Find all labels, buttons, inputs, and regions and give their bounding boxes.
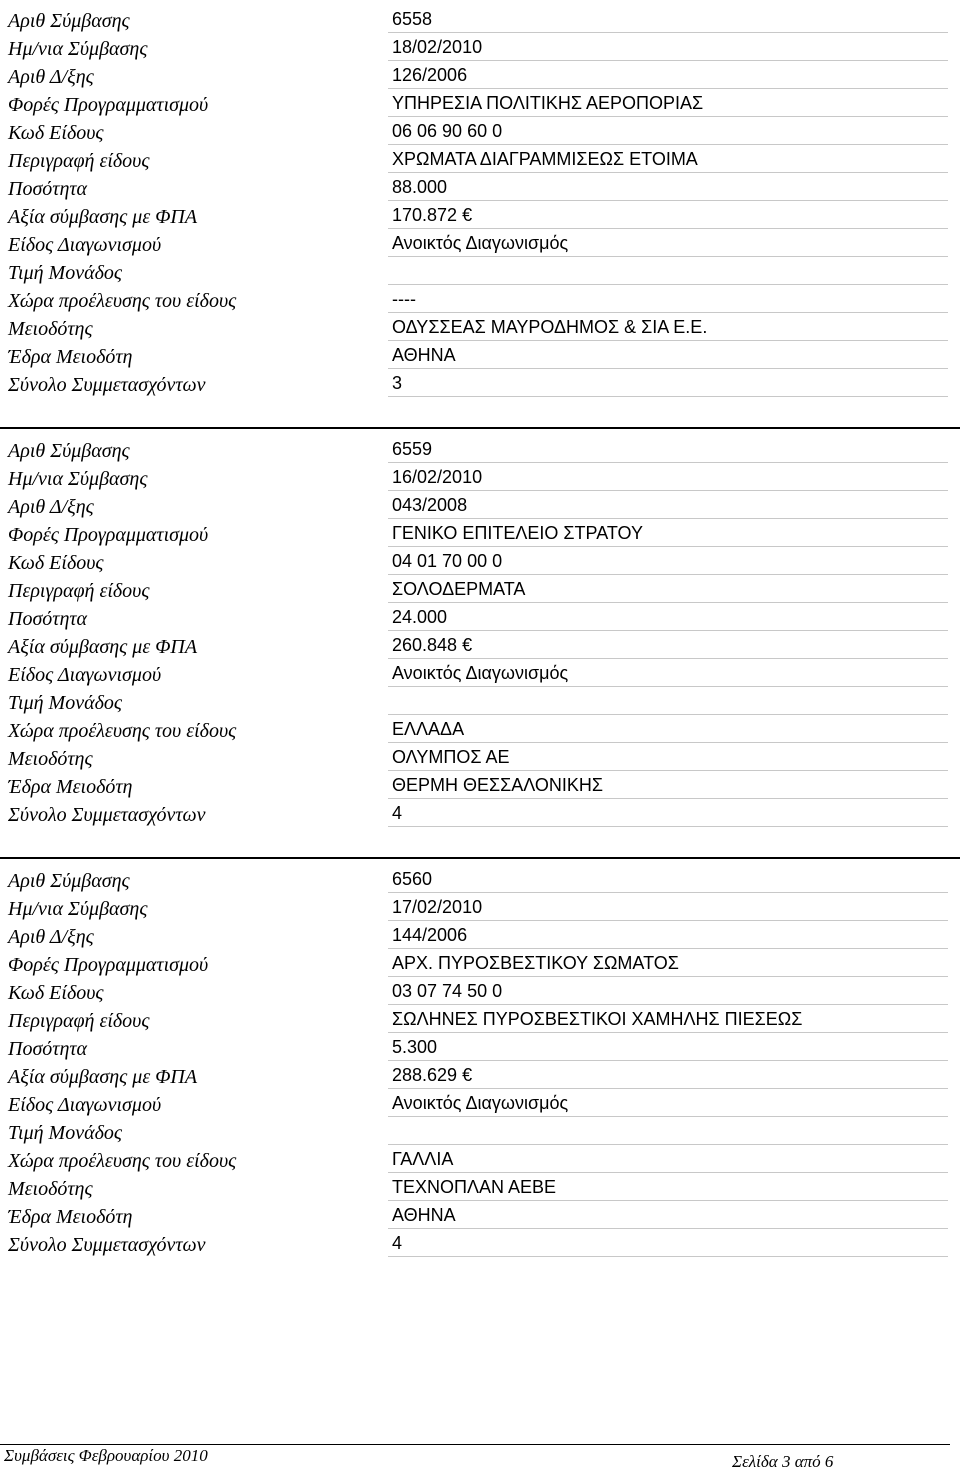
field-row-origin-country: [0, 287, 960, 315]
origin-country-label: Χώρα προέλευσης του είδους: [8, 1150, 237, 1172]
quantity-label: Ποσότητα: [8, 608, 88, 630]
item-description-label: Περιγραφή είδους: [8, 1010, 150, 1032]
field-row-quantity: [0, 1035, 960, 1063]
supplier-label: Μειοδότης: [8, 748, 93, 770]
supplier-seat-value: ΑΘΗΝΑ: [392, 345, 456, 365]
origin-country-label: Χώρα προέλευσης του είδους: [8, 290, 237, 312]
field-row-origin-country: [0, 717, 960, 745]
field-row-supplier: [0, 315, 960, 343]
field-row-supplier: [0, 745, 960, 773]
programming-body-label: Φορές Προγραμματισμού: [8, 954, 209, 976]
item-description-label: Περιγραφή είδους: [8, 150, 150, 172]
tender-type-label: Είδος Διαγωνισμού: [8, 1094, 162, 1116]
field-row-item-code: [0, 979, 960, 1007]
participants-total-value: 3: [392, 373, 403, 393]
value-with-vat-value: 260.848 €: [392, 635, 473, 655]
contract-date-value: 17/02/2010: [392, 897, 483, 917]
field-underline: [388, 1256, 948, 1257]
footer-title: Συμβάσεις Φεβρουαρίου 2010: [4, 1446, 208, 1465]
footer-divider: [0, 1444, 950, 1445]
field-row-participants-total: [0, 801, 960, 829]
field-row-supplier-seat: [0, 1203, 960, 1231]
supplier-seat-label: Έδρα Μειοδότη: [8, 346, 133, 368]
field-row-tender-type: [0, 1091, 960, 1119]
contract-number-value: 6558: [392, 9, 433, 29]
field-row-contract-date: [0, 465, 960, 493]
field-row-value-with-vat: [0, 203, 960, 231]
supplier-label: Μειοδότης: [8, 318, 93, 340]
contract-number-label: Αριθ Σύμβασης: [8, 10, 130, 32]
supplier-value: ΟΛΥΜΠΟΣ ΑΕ: [392, 747, 510, 767]
supplier-label: Μειοδότης: [8, 1178, 93, 1200]
field-row-origin-country: [0, 1147, 960, 1175]
item-code-value: 03 07 74 50 0: [392, 981, 503, 1001]
tender-type-value: Ανοικτός Διαγωνισμός: [392, 663, 569, 683]
supplier-seat-label: Έδρα Μειοδότη: [8, 776, 133, 798]
field-row-tender-type: [0, 661, 960, 689]
field-underline: [388, 686, 948, 687]
record-separator: [0, 857, 960, 859]
contract-date-label: Ημ/νια Σύμβασης: [8, 468, 148, 490]
participants-total-label: Σύνολο Συμμετασχόντων: [8, 374, 206, 396]
declaration-number-value: 126/2006: [392, 65, 468, 85]
field-row-contract-number: [0, 867, 960, 895]
field-underline: [388, 284, 948, 285]
field-row-item-description: [0, 577, 960, 605]
field-row-supplier-seat: [0, 773, 960, 801]
declaration-number-label: Αριθ Δ/ξης: [8, 66, 94, 88]
contract-number-value: 6560: [392, 869, 433, 889]
field-row-programming-body: [0, 91, 960, 119]
field-row-programming-body: [0, 951, 960, 979]
field-underline: [388, 396, 948, 397]
tender-type-value: Ανοικτός Διαγωνισμός: [392, 1093, 569, 1113]
programming-body-value: ΑΡΧ. ΠΥΡΟΣΒΕΣΤΙΚΟΥ ΣΩΜΑΤΟΣ: [392, 953, 679, 973]
field-row-item-code: [0, 119, 960, 147]
contract-date-value: 16/02/2010: [392, 467, 483, 487]
supplier-seat-value: ΘΕΡΜΗ ΘΕΣΣΑΛΟΝΙΚΗΣ: [392, 775, 604, 795]
page-number: Σελίδα 3 από 6: [732, 1452, 834, 1471]
declaration-number-value: 144/2006: [392, 925, 468, 945]
item-code-label: Κωδ Είδους: [8, 552, 104, 574]
item-code-label: Κωδ Είδους: [8, 982, 104, 1004]
field-row-quantity: [0, 605, 960, 633]
field-underline: [388, 490, 948, 491]
declaration-number-value: 043/2008: [392, 495, 468, 515]
quantity-value: 5.300: [392, 1037, 438, 1057]
quantity-label: Ποσότητα: [8, 1038, 88, 1060]
declaration-number-label: Αριθ Δ/ξης: [8, 496, 94, 518]
contract-date-label: Ημ/νια Σύμβασης: [8, 898, 148, 920]
field-row-unit-price: [0, 1119, 960, 1147]
field-underline: [388, 920, 948, 921]
origin-country-value: ----: [392, 289, 416, 309]
participants-total-value: 4: [392, 803, 403, 823]
field-row-declaration-number: [0, 63, 960, 91]
supplier-value: ΟΔΥΣΣΕΑΣ ΜΑΥΡΟΔΗΜΟΣ & ΣΙΑ Ε.Ε.: [392, 317, 708, 337]
item-description-value: ΧΡΩΜΑΤΑ ΔΙΑΓΡΑΜΜΙΣΕΩΣ ΕΤΟΙΜΑ: [392, 149, 698, 169]
contract-number-label: Αριθ Σύμβασης: [8, 870, 130, 892]
field-row-item-description: [0, 147, 960, 175]
contract-date-value: 18/02/2010: [392, 37, 483, 57]
field-row-declaration-number: [0, 493, 960, 521]
item-description-value: ΣΩΛΗΝΕΣ ΠΥΡΟΣΒΕΣΤΙΚΟΙ ΧΑΜΗΛΗΣ ΠΙΕΣΕΩΣ: [392, 1009, 803, 1029]
record-separator: [0, 427, 960, 429]
field-row-participants-total: [0, 1231, 960, 1259]
field-row-supplier-seat: [0, 343, 960, 371]
field-row-contract-date: [0, 35, 960, 63]
field-row-value-with-vat: [0, 1063, 960, 1091]
contract-number-value: 6559: [392, 439, 433, 459]
item-code-label: Κωδ Είδους: [8, 122, 104, 144]
field-underline: [388, 798, 948, 799]
field-underline: [388, 172, 948, 173]
field-row-value-with-vat: [0, 633, 960, 661]
supplier-seat-label: Έδρα Μειοδότη: [8, 1206, 133, 1228]
field-row-item-code: [0, 549, 960, 577]
field-row-tender-type: [0, 231, 960, 259]
field-row-contract-number: [0, 437, 960, 465]
item-code-value: 04 01 70 00 0: [392, 551, 503, 571]
contract-date-label: Ημ/νια Σύμβασης: [8, 38, 148, 60]
item-description-label: Περιγραφή είδους: [8, 580, 150, 602]
field-row-unit-price: [0, 259, 960, 287]
quantity-value: 88.000: [392, 177, 448, 197]
field-underline: [388, 714, 948, 715]
tender-type-label: Είδος Διαγωνισμού: [8, 664, 162, 686]
participants-total-label: Σύνολο Συμμετασχόντων: [8, 804, 206, 826]
field-underline: [388, 256, 948, 257]
supplier-value: ΤΕΧΝΟΠΛΑΝ ΑΕΒΕ: [392, 1177, 557, 1197]
field-underline: [388, 1200, 948, 1201]
programming-body-label: Φορές Προγραμματισμού: [8, 94, 209, 116]
unit-price-label: Τιμή Μονάδος: [8, 692, 122, 714]
field-underline: [388, 60, 948, 61]
field-row-contract-date: [0, 895, 960, 923]
field-underline: [388, 1144, 948, 1145]
origin-country-value: ΕΛΛΑΔΑ: [392, 719, 465, 739]
field-row-participants-total: [0, 371, 960, 399]
origin-country-value: ΓΑΛΛΙΑ: [392, 1149, 454, 1169]
field-row-supplier: [0, 1175, 960, 1203]
value-with-vat-label: Αξία σύμβασης με ΦΠΑ: [8, 206, 198, 228]
participants-total-value: 4: [392, 1233, 403, 1253]
field-underline: [388, 1032, 948, 1033]
unit-price-label: Τιμή Μονάδος: [8, 262, 122, 284]
programming-body-label: Φορές Προγραμματισμού: [8, 524, 209, 546]
quantity-label: Ποσότητα: [8, 178, 88, 200]
field-row-item-description: [0, 1007, 960, 1035]
contract-number-label: Αριθ Σύμβασης: [8, 440, 130, 462]
participants-total-label: Σύνολο Συμμετασχόντων: [8, 1234, 206, 1256]
origin-country-label: Χώρα προέλευσης του είδους: [8, 720, 237, 742]
quantity-value: 24.000: [392, 607, 448, 627]
field-underline: [388, 826, 948, 827]
item-code-value: 06 06 90 60 0: [392, 121, 503, 141]
value-with-vat-label: Αξία σύμβασης με ΦΠΑ: [8, 1066, 198, 1088]
field-underline: [388, 602, 948, 603]
unit-price-label: Τιμή Μονάδος: [8, 1122, 122, 1144]
tender-type-value: Ανοικτός Διαγωνισμός: [392, 233, 569, 253]
programming-body-value: ΓΕΝΙΚΟ ΕΠΙΤΕΛΕΙΟ ΣΤΡΑΤΟΥ: [392, 523, 643, 543]
item-description-value: ΣΟΛΟΔΕΡΜΑΤΑ: [392, 579, 526, 599]
field-row-programming-body: [0, 521, 960, 549]
field-row-quantity: [0, 175, 960, 203]
field-row-contract-number: [0, 7, 960, 35]
value-with-vat-label: Αξία σύμβασης με ΦΠΑ: [8, 636, 198, 658]
value-with-vat-value: 170.872 €: [392, 205, 473, 225]
declaration-number-label: Αριθ Δ/ξης: [8, 926, 94, 948]
supplier-seat-value: ΑΘΗΝΑ: [392, 1205, 456, 1225]
programming-body-value: ΥΠΗΡΕΣΙΑ ΠΟΛΙΤΙΚΗΣ ΑΕΡΟΠΟΡΙΑΣ: [392, 93, 704, 113]
field-underline: [388, 368, 948, 369]
field-row-declaration-number: [0, 923, 960, 951]
field-underline: [388, 1228, 948, 1229]
tender-type-label: Είδος Διαγωνισμού: [8, 234, 162, 256]
field-row-unit-price: [0, 689, 960, 717]
field-underline: [388, 340, 948, 341]
field-underline: [388, 1116, 948, 1117]
value-with-vat-value: 288.629 €: [392, 1065, 473, 1085]
